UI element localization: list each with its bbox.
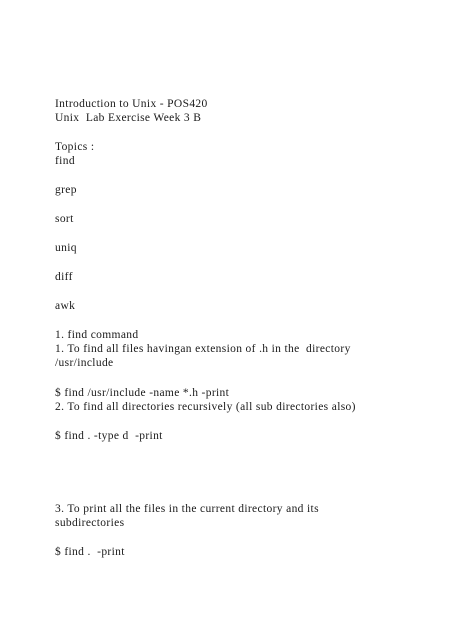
exercise-item-1-continued: /usr/include (55, 357, 114, 369)
topic-item: uniq (55, 242, 77, 254)
section-heading: 1. find command (55, 329, 139, 341)
command-line: $ find /usr/include -name *.h -print (55, 387, 230, 399)
exercise-item-1: 1. To find all files havingan extension of .h in the directory (55, 343, 351, 355)
topic-item: grep (55, 184, 77, 196)
topic-item: sort (55, 213, 74, 225)
exercise-item-2: 2. To find all directories recursively (all sub directories also) (55, 401, 356, 413)
document-title: Introduction to Unix - POS420 (55, 98, 208, 110)
document-subtitle: Unix Lab Exercise Week 3 B (55, 112, 202, 124)
topic-item: find (55, 155, 75, 167)
topics-heading: Topics : (55, 141, 95, 153)
command-line: $ find . -type d -print (55, 430, 163, 442)
exercise-item-3: 3. To print all the files in the current directory and its (55, 503, 319, 515)
exercise-item-3-continued: subdirectories (55, 517, 125, 529)
topic-item: diff (55, 271, 73, 283)
command-line: $ find . -print (55, 546, 125, 558)
topic-item: awk (55, 300, 76, 312)
